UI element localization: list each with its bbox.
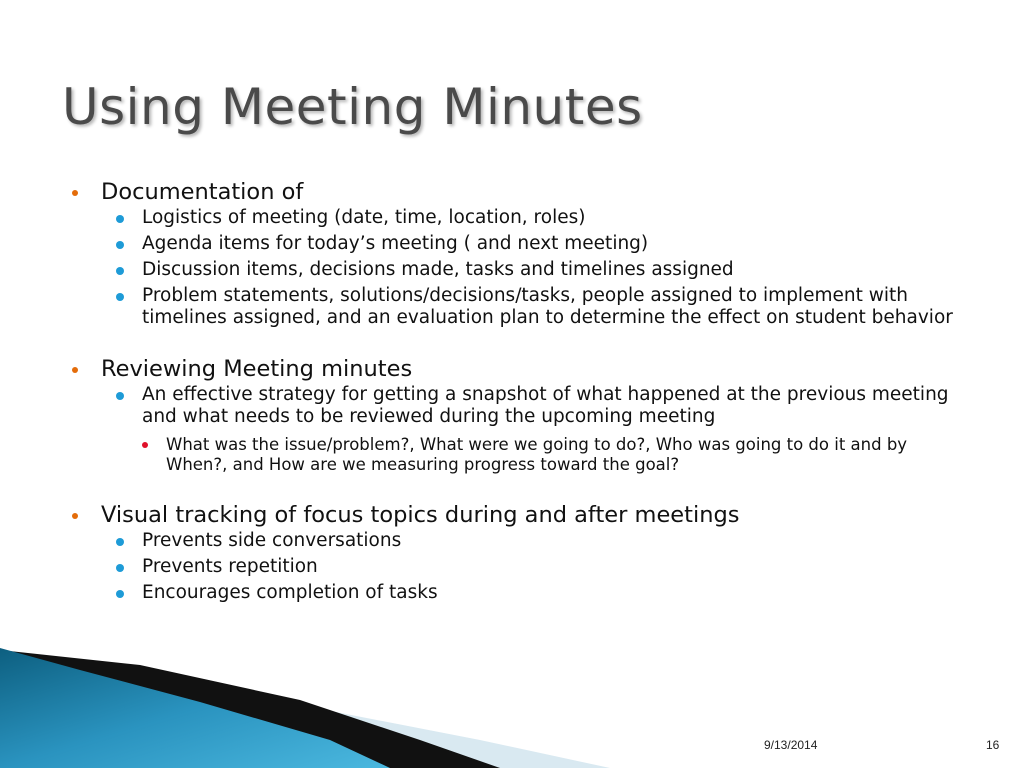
section-heading: Reviewing Meeting minutes xyxy=(101,356,413,382)
list-item-level2 xyxy=(70,530,970,552)
bullet-icon xyxy=(116,241,124,249)
bullet-icon xyxy=(72,513,78,519)
list-item-text: An effective strategy for getting a snapshot of what happened at the previous meeting and what needs to be reviewed during the upcoming meeting xyxy=(142,384,949,427)
bullet-icon xyxy=(72,367,78,373)
bullet-icon xyxy=(116,215,124,223)
footer-date: 9/13/2014 xyxy=(764,738,818,752)
list-item-level2 xyxy=(70,259,970,281)
list-item-level2 xyxy=(70,582,970,604)
list-item-text: Agenda items for today’s meeting ( and next meeting) xyxy=(142,233,649,254)
bullet-icon xyxy=(116,590,124,598)
list-item-text: Prevents side conversations xyxy=(142,530,402,551)
bullet-icon xyxy=(142,442,148,448)
list-item-level2 xyxy=(70,233,970,255)
bullet-icon xyxy=(116,564,124,572)
list-item-level2 xyxy=(70,207,970,229)
slide-number: 16 xyxy=(986,738,1000,752)
bullet-icon xyxy=(116,392,124,400)
list-item-level1 xyxy=(70,501,970,529)
bullet-icon xyxy=(72,190,78,196)
list-item-level1 xyxy=(70,355,970,383)
list-item-level2 xyxy=(70,556,970,578)
bullet-list xyxy=(70,178,970,604)
list-item-level3 xyxy=(70,435,970,475)
list-item-text: What was the issue/problem?, What were we going to do?, Who was going to do it and by When?, and How are we measuring progress toward the goal? xyxy=(166,435,908,474)
list-item-text: Discussion items, decisions made, tasks and timelines assigned xyxy=(142,259,734,280)
section-heading: Documentation of xyxy=(101,179,304,205)
list-item-text: Prevents repetition xyxy=(142,556,318,577)
bullet-icon xyxy=(116,538,124,546)
list-item-text: Logistics of meeting (date, time, location, roles) xyxy=(142,207,586,228)
slide-title: Using Meeting Minutes xyxy=(62,78,643,136)
list-item-level2 xyxy=(70,384,970,428)
list-item-text: Problem statements, solutions/decisions/tasks, people assigned to implement with timelines assigned, and an evaluation plan to determine the effect on student behavior xyxy=(142,285,953,328)
bullet-icon xyxy=(116,293,124,301)
list-item-text: Encourages completion of tasks xyxy=(142,582,438,603)
bullet-icon xyxy=(116,267,124,275)
list-item-level2 xyxy=(70,285,970,329)
section-heading: Visual tracking of focus topics during and after meetings xyxy=(101,502,740,528)
wave-blue-shape xyxy=(0,648,390,768)
list-item-level1 xyxy=(70,178,970,206)
